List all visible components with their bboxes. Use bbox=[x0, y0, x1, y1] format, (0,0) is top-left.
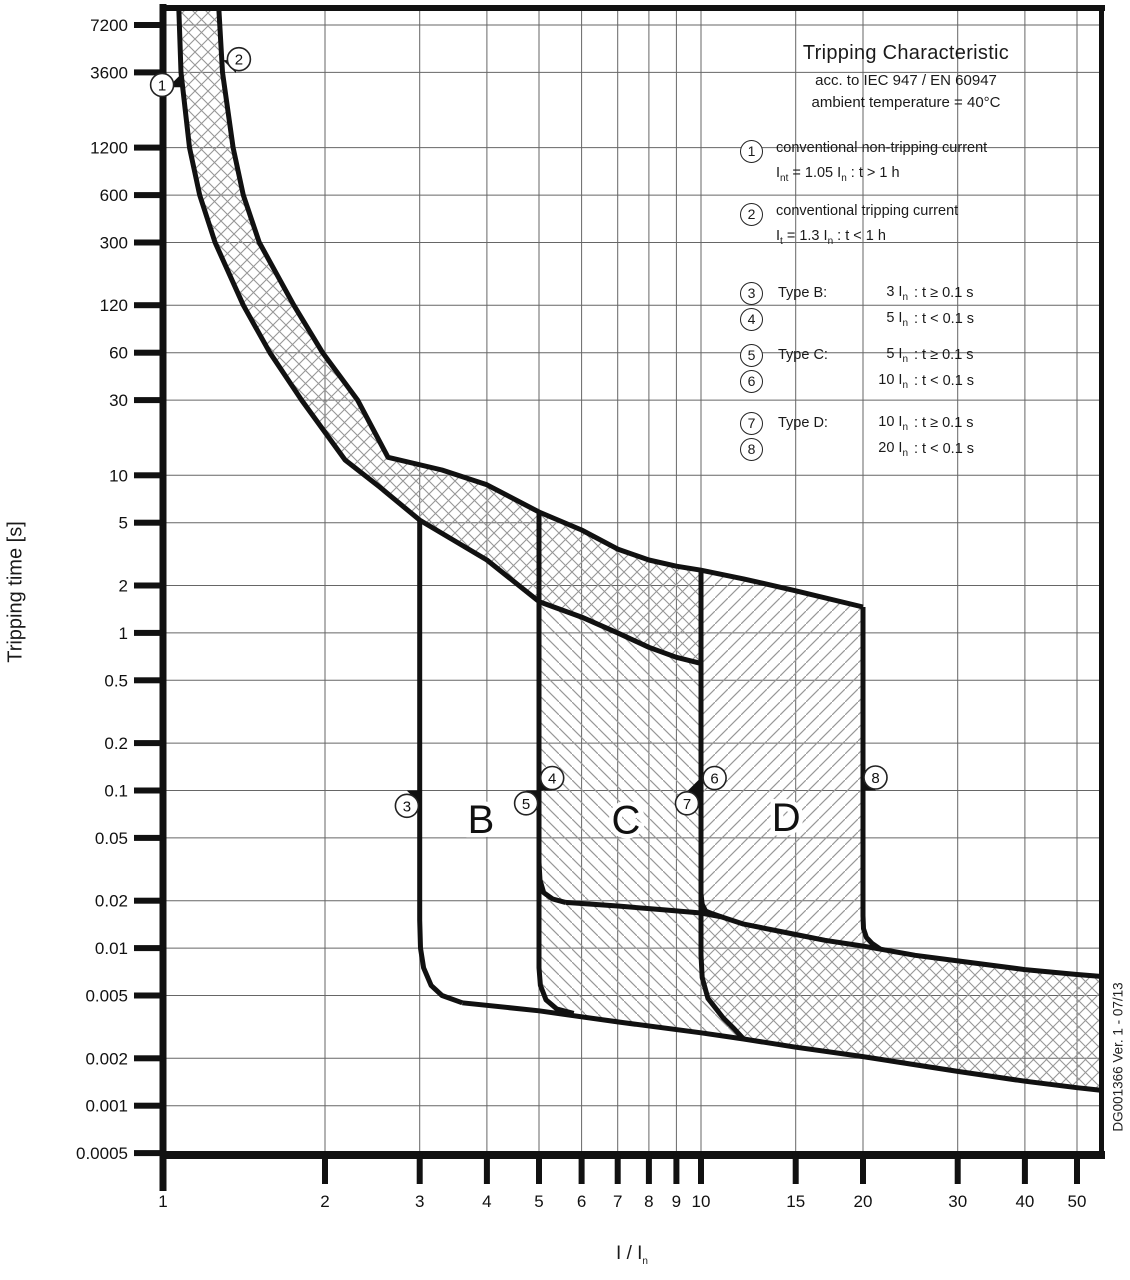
y-tick bbox=[134, 520, 163, 526]
x-tick bbox=[615, 1153, 621, 1184]
plot-top-border bbox=[160, 5, 1106, 11]
legend-number-badge: 2 bbox=[740, 203, 763, 226]
plot-right-border bbox=[1099, 8, 1104, 1155]
marker-number-2: 2 bbox=[234, 51, 244, 69]
marker-number-5: 5 bbox=[521, 795, 531, 813]
document-reference-text: DG001366 Ver. 1 - 07/13 bbox=[1110, 982, 1126, 1132]
region-region-D bbox=[701, 570, 880, 949]
x-tick bbox=[646, 1153, 652, 1184]
y-tick bbox=[134, 397, 163, 403]
x-axis-line bbox=[160, 1151, 1106, 1159]
type-condition: : t ≥ 0.1 s bbox=[914, 415, 974, 431]
legend-type-row bbox=[740, 306, 974, 332]
type-condition: : t < 0.1 s bbox=[914, 373, 975, 389]
type-condition: : t < 0.1 s bbox=[914, 441, 975, 457]
y-tick-label: 1200 bbox=[90, 138, 128, 158]
x-tick-label: 5 bbox=[534, 1192, 544, 1211]
x-tick-label: 3 bbox=[414, 1192, 425, 1211]
series-type-B-3In-vertical bbox=[420, 520, 463, 1003]
legend-type-group-TypeC bbox=[740, 342, 974, 394]
type-condition: : t ≥ 0.1 s bbox=[914, 285, 974, 301]
x-tick bbox=[579, 1153, 585, 1184]
y-tick-label: 7200 bbox=[90, 16, 128, 35]
y-tick-label: 0.02 bbox=[94, 891, 128, 911]
y-tick bbox=[134, 993, 163, 999]
y-tick-label: 600 bbox=[99, 186, 128, 206]
y-tick-label: 300 bbox=[99, 233, 128, 253]
y-tick bbox=[134, 472, 163, 478]
marker-number-8: 8 bbox=[871, 770, 880, 787]
type-current: 10 $I_n$ bbox=[878, 413, 908, 433]
legend-number-badge: 5 bbox=[740, 344, 763, 367]
legend-item-formula: $I_{nt} = 1.05$ $I_n$ : t > 1 h bbox=[776, 165, 900, 184]
marker-number-1: 1 bbox=[157, 77, 167, 95]
y-tick bbox=[134, 898, 163, 904]
legend-number-badge: 7 bbox=[740, 412, 763, 435]
legend-number-badge: 3 bbox=[740, 282, 763, 305]
legend-item-formula: $I_t = 1.3$ $I_n$ : t < 1 h bbox=[776, 228, 886, 247]
type-label: Type D: bbox=[778, 415, 828, 431]
type-condition: : t < 0.1 s bbox=[914, 311, 975, 327]
y-tick-label: 0.005 bbox=[85, 986, 128, 1006]
legend-type-row bbox=[740, 280, 974, 306]
x-tick-label: 2 bbox=[320, 1192, 330, 1211]
x-tick bbox=[673, 1153, 679, 1184]
y-tick bbox=[134, 22, 163, 28]
y-tick-label: 2 bbox=[118, 576, 128, 596]
y-tick-label: 0.0005 bbox=[76, 1144, 128, 1164]
y-tick-label: 0.001 bbox=[85, 1096, 128, 1116]
y-tick bbox=[134, 1055, 163, 1061]
y-tick bbox=[134, 240, 163, 246]
legend-number-badge: 6 bbox=[740, 370, 763, 393]
x-tick bbox=[793, 1153, 799, 1184]
x-axis-title: I / $I_n$ bbox=[616, 1243, 648, 1267]
legend-item-2 bbox=[740, 203, 958, 250]
region-label-D: D bbox=[771, 795, 801, 840]
y-tick-label: 0.2 bbox=[104, 734, 128, 754]
chart-subtitle-standard: acc. to IEC 947 / EN 60947 bbox=[815, 72, 997, 89]
x-tick-label: 50 bbox=[1067, 1192, 1087, 1211]
x-tick bbox=[860, 1153, 866, 1184]
y-tick bbox=[134, 350, 163, 356]
type-current: 5 $I_n$ bbox=[886, 309, 908, 329]
x-tick-label: 4 bbox=[482, 1192, 492, 1211]
type-current: 3 $I_n$ bbox=[886, 283, 908, 303]
legend-item-name: conventional tripping current bbox=[776, 203, 959, 219]
marker-number-3: 3 bbox=[402, 798, 412, 816]
chart-subtitle-temperature: ambient temperature = 40°C bbox=[811, 94, 1001, 111]
marker-number-7: 7 bbox=[682, 795, 692, 813]
y-tick bbox=[134, 583, 163, 589]
y-tick-label: 3600 bbox=[90, 63, 128, 83]
legend-type-row bbox=[740, 410, 974, 436]
y-tick bbox=[134, 192, 163, 198]
x-tick bbox=[484, 1153, 490, 1184]
x-tick-label: 7 bbox=[612, 1192, 623, 1211]
legend-item-1 bbox=[740, 140, 987, 187]
type-current: 5 $I_n$ bbox=[886, 345, 908, 365]
legend-number-badge: 1 bbox=[740, 140, 763, 163]
y-tick-label: 0.05 bbox=[94, 828, 128, 848]
y-tick-label: 10 bbox=[109, 466, 128, 486]
y-tick-label: 1 bbox=[118, 623, 128, 643]
y-tick-label: 0.5 bbox=[104, 671, 128, 691]
y-tick-label: 30 bbox=[109, 391, 128, 411]
y-tick bbox=[134, 788, 163, 794]
y-tick bbox=[134, 1150, 163, 1156]
type-current: 20 $I_n$ bbox=[878, 439, 908, 459]
y-tick-label: 120 bbox=[99, 296, 128, 316]
legend-type-row bbox=[740, 342, 974, 368]
y-axis-line bbox=[157, 4, 167, 1191]
x-tick-label: 40 bbox=[1015, 1192, 1035, 1211]
chart-title: Tripping Characteristic bbox=[802, 42, 1010, 64]
legend-type-row bbox=[740, 436, 974, 462]
x-tick-label: 10 bbox=[691, 1192, 711, 1211]
y-tick bbox=[134, 740, 163, 746]
region-label-B: B bbox=[467, 797, 495, 842]
type-label: Type C: bbox=[778, 347, 828, 363]
legend-number-badge: 4 bbox=[740, 308, 763, 331]
legend-item-name: conventional non-tripping current bbox=[776, 140, 988, 156]
legend-number-badge: 8 bbox=[740, 438, 763, 461]
y-tick bbox=[134, 677, 163, 683]
marker-number-4: 4 bbox=[548, 770, 557, 788]
y-tick bbox=[134, 945, 163, 951]
y-tick-label: 5 bbox=[118, 513, 128, 533]
y-axis-title: Tripping time [s] bbox=[4, 521, 27, 663]
legend-type-group-TypeD bbox=[740, 410, 974, 462]
marker-number-6: 6 bbox=[710, 770, 719, 788]
region-thermal-band bbox=[179, 8, 701, 663]
x-tick bbox=[1074, 1153, 1080, 1184]
y-tick-label: 0.002 bbox=[85, 1049, 128, 1069]
chart-header bbox=[728, 42, 1084, 111]
x-tick-label: 15 bbox=[786, 1192, 806, 1211]
type-condition: : t ≥ 0.1 s bbox=[914, 347, 974, 363]
x-tick bbox=[698, 1153, 704, 1184]
y-tick-label: 0.01 bbox=[94, 939, 128, 959]
x-tick-label: 30 bbox=[948, 1192, 968, 1211]
x-tick bbox=[1022, 1153, 1028, 1184]
x-tick bbox=[322, 1153, 328, 1184]
y-tick bbox=[134, 145, 163, 151]
x-tick-label: 9 bbox=[671, 1192, 682, 1211]
y-tick-label: 60 bbox=[109, 343, 128, 363]
x-tick-label: 20 bbox=[853, 1192, 873, 1211]
y-tick bbox=[134, 1103, 163, 1109]
legend-type-group-TypeB bbox=[740, 280, 974, 332]
x-tick bbox=[955, 1153, 961, 1184]
x-tick-label: 6 bbox=[576, 1192, 587, 1211]
x-tick bbox=[160, 1153, 166, 1184]
type-label: Type B: bbox=[778, 285, 828, 301]
x-tick bbox=[536, 1153, 542, 1184]
x-tick-label: 8 bbox=[644, 1192, 654, 1211]
type-current: 10 $I_n$ bbox=[878, 371, 908, 391]
x-tick bbox=[417, 1153, 423, 1184]
y-tick bbox=[134, 302, 163, 308]
legend-type-row bbox=[740, 368, 974, 394]
y-tick bbox=[134, 630, 163, 636]
y-tick bbox=[134, 835, 163, 841]
x-tick-label: 1 bbox=[158, 1192, 168, 1211]
y-tick-label: 0.1 bbox=[104, 781, 128, 801]
region-label-C: C bbox=[611, 798, 641, 843]
